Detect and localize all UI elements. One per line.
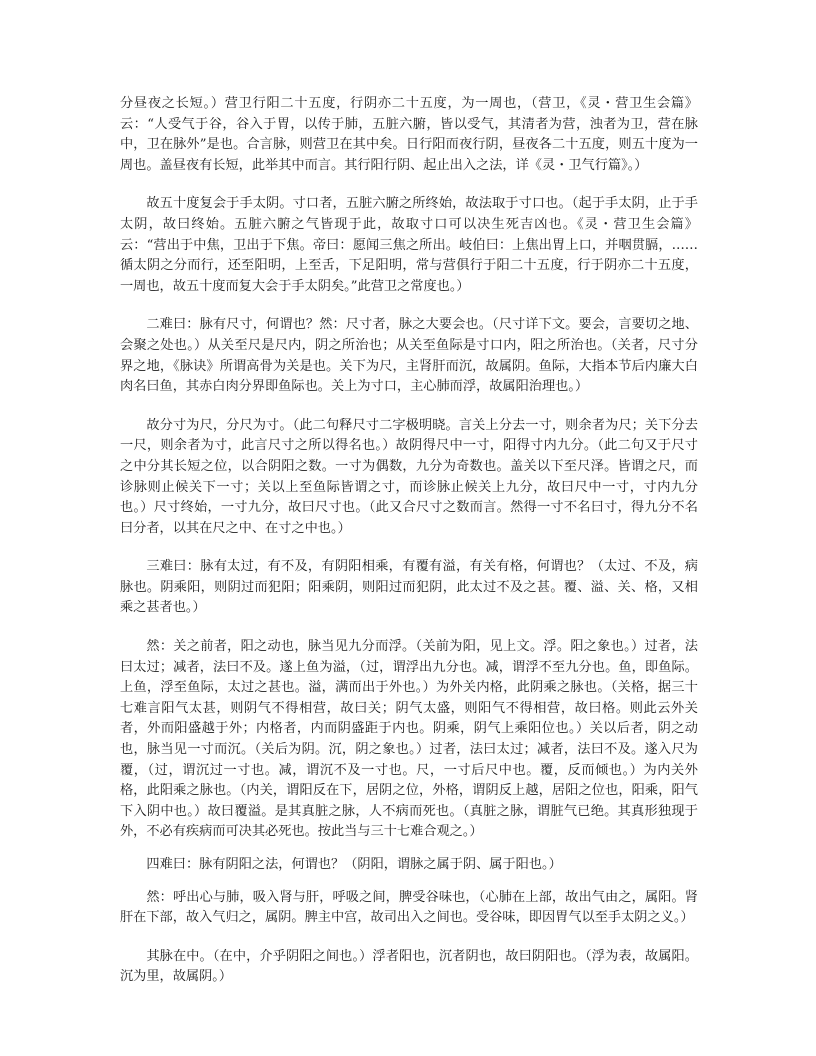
paragraph-5: 三难曰：脉有太过，有不及，有阴阳相乘，有覆有溢，有关有格，何谓也？（太过、不及，病脉也。阴乘阳，则阴过而犯阳；阳乘阴，则阳过而犯阴，此太过不及之甚。覆、溢、关、格，又相乘之甚者也。） [120, 559, 698, 616]
paragraph-7: 四难曰：脉有阴阳之法，何谓也？（阴阳，谓脉之属于阴、属于阳也。） [146, 857, 562, 872]
paragraph-4: 故分寸为尺，分尺为寸。（此二句释尺寸二字极明晓。言关上分去一寸，则余者为尺；关下分去一尺，则余者为寸，此言尺寸之所以得名也。）故阴得尺中一寸，阳得寸内九分。（此二句又于尺寸之中分其长短之位，以合阴阳之数。一寸为偶数，九分为奇数也。盖关以下至尺泽。皆谓之尺，而诊脉则止候关下一寸；关以上至鱼际皆谓之寸，而诊脉止候关上九分，故曰尺中一寸，寸内九分也。）尺寸终始，一寸九分，故曰尺寸也。（此又合尺寸之数而言。然得一寸不名曰寸，得九分不名曰分者，以其在尺之中、在寸之中也。） [120, 417, 698, 536]
paragraph-1: 分昼夜之长短。）营卫行阳二十五度，行阴亦二十五度，为一周也，（营卫，《灵・营卫生会篇》云：“人受气于谷，谷入于胃，以传于肺，五脏六腑，皆以受气，其清者为营，浊者为卫，营在脉中，卫在脉外”是也。合言脉，则营卫在其中矣。日行阳而夜行阴，昼夜各二十五度，则五十度为一周也。盖昼夜有长短，此举其中而言。其行阳行阴、起止出入之法，详《灵・卫气行篇》。） [120, 96, 698, 173]
paragraph-9: 其脉在中。（在中，介乎阴阳之间也。）浮者阳也，沉者阴也，故曰阴阳也。（浮为表，故属阳。沉为里，故属阴。） [120, 948, 698, 985]
paragraph-6: 然：关之前者，阳之动也，脉当见九分而浮。（关前为阳，见上文。浮。阳之象也。）过者，法曰太过；减者，法曰不及。遂上鱼为溢，（过，谓浮出九分也。减，谓浮不至九分也。鱼，即鱼际。上鱼，浮至鱼际，太过之甚也。溢，满而出于外也。）为外关内格，此阴乘之脉也。（关格，据三十七难言阳气太甚，则阴气不得相营，故曰关；阴气太盛，则阳气不得相营，故曰格。则此云外关者，外而阳盛越于外；内格者，内而阴盛距于内也。阴乘，阴气上乘阳位也。）关以后者，阴之动也，脉当见一寸而沉。（关后为阴。沉，阴之象也。）过者，法曰太过；减者，法曰不及。遂入尺为覆，（过，谓沉过一寸也。减，谓沉不及一寸也。尺，一寸后尺中也。覆，反而倾也。）为内关外格，此阳乘之脉也。（内关，谓阳反在下，居阴之位，外格，谓阴反上越，居阳之位也，阳乘，阳气下入阴中也。）故曰覆溢。是其真脏之脉，人不病而死也。（真脏之脉，谓脏气已绝。其真形独现于外，不必有疾病而可决其必死也。按此当与三十七难合观之。） [120, 639, 698, 840]
paragraph-2: 故五十度复会于手太阴。寸口者，五脏六腑之所终始，故法取于寸口也。（起于手太阴，止于手太阴，故曰终始。五脏六腑之气皆现于此，故取寸口可以决生死吉凶也。《灵・营卫生会篇》云：“营出于中焦，卫出于下焦。帝曰：愿闻三焦之所出。岐伯曰：上焦出胃上口，并咽贯膈，……循太阴之分而行，还至阳明，上至舌，下足阳明，常与营俱行于阳二十五度，行于阴亦二十五度，一周也，故五十度而复大会于手太阴矣。”此营卫之常度也。） [120, 196, 698, 294]
paragraph-8: 然：呼出心与肺，吸入肾与肝，呼吸之间，脾受谷味也，（心肺在上部，故出气由之，属阳。肾肝在下部，故入气归之，属阴。脾主中宫，故司出入之间也。受谷味，即因胃气以至手太阴之义。） [120, 889, 698, 926]
paragraph-3: 二难曰：脉有尺寸，何谓也？然：尺寸者，脉之大要会也。（尺寸详下文。要会，言要切之地、会聚之处也。）从关至尺是尺内，阴之所治也；从关至鱼际是寸口内，阳之所治也。（关者，尺寸分界之地，《脉诀》所谓高骨为关是也。关下为尺，主肾肝而沉，故属阴。鱼际，大指本节后内廉大白肉名曰鱼，其赤白肉分界即鱼际也。关上为寸口，主心肺而浮，故属阳治理也。） [120, 317, 698, 395]
document-page [120, 94, 698, 988]
